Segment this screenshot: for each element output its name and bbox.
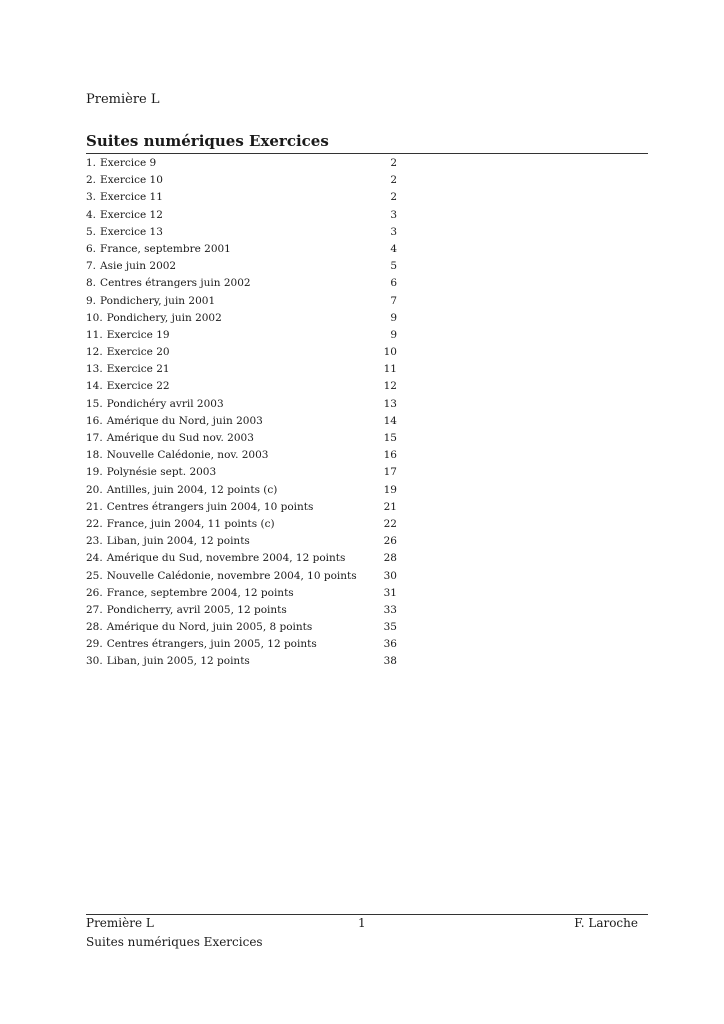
toc-entry[interactable] [86,172,398,189]
toc-entry-number: 27. [86,603,103,616]
toc-entry-number: 28. [86,621,103,634]
toc-entry[interactable] [86,653,398,670]
toc-entry[interactable] [86,602,398,619]
toc-entry-number: 20. [86,483,103,496]
toc-entry-label: France, juin 2004, 11 points (c) [106,517,275,530]
toc-entry-title [86,275,251,292]
toc-entry-number: 19. [86,466,103,479]
toc-entry[interactable] [86,361,398,378]
toc-entry-number: 4. [86,208,97,221]
toc-entry-number: 5. [86,225,97,238]
document-title: Suites numériques Exercices [86,132,329,150]
toc-entry-page: 2 [390,157,397,169]
footer-subtitle: Suites numériques Exercices [86,935,263,949]
toc-entry[interactable] [86,516,398,533]
toc-entry-page: 4 [390,242,397,255]
toc-entry-label: Liban, juin 2004, 12 points [106,535,250,548]
toc-entry[interactable] [86,568,398,585]
toc-entry[interactable] [86,344,398,361]
toc-entry[interactable] [86,430,398,447]
toc-entry-page: 9 [390,328,397,341]
toc-entry-page: 11 [383,363,397,376]
toc-entry-title [86,533,250,550]
toc-entry-number: 23. [86,535,103,548]
toc-entry-number: 11. [86,328,103,341]
toc-entry-title [86,189,163,206]
toc-entry[interactable] [86,533,398,550]
toc-entry-title [86,636,317,653]
toc-entry-label: Exercice 21 [106,363,170,376]
table-of-contents [86,155,398,671]
toc-entry-number: 17. [86,432,103,444]
toc-entry-page: 3 [390,208,397,221]
toc-entry-page: 16 [383,449,397,462]
toc-entry-title [86,396,224,413]
toc-entry[interactable] [86,241,398,258]
toc-entry-page: 12 [383,380,397,393]
toc-entry-number: 8. [86,277,97,290]
toc-entry[interactable] [86,482,398,499]
toc-entry-page: 28 [383,552,397,565]
toc-entry-number: 13. [86,363,103,376]
toc-entry-number: 14. [86,380,103,393]
toc-entry-title [86,499,313,516]
toc-entry[interactable] [86,550,398,567]
toc-entry-number: 18. [86,449,103,462]
toc-entry-number: 22. [86,517,103,530]
toc-entry-label: Antilles, juin 2004, 12 points (c) [106,483,278,496]
toc-entry-page: 36 [383,638,397,651]
toc-entry-page: 26 [383,535,397,548]
footer-class-name: Première L [86,916,154,930]
toc-entry[interactable] [86,447,398,464]
toc-entry[interactable] [86,585,398,602]
toc-entry-label: Amérique du Sud, novembre 2004, 12 points [106,552,346,565]
toc-entry-page: 5 [390,260,397,273]
toc-entry-title [86,413,263,430]
toc-entry-title [86,172,163,189]
toc-entry-title [86,155,156,172]
toc-entry-label: Centres étrangers juin 2002 [100,277,251,290]
page-header: Première L [86,92,160,107]
toc-entry-page: 17 [383,466,397,479]
toc-entry-label: Pondichéry avril 2003 [106,397,224,410]
toc-entry-number: 9. [86,294,97,307]
toc-entry-page: 15 [383,432,397,444]
toc-entry-label: Exercice 12 [100,208,163,221]
toc-entry-label: Pondicherry, avril 2005, 12 points [106,603,287,616]
toc-entry-number: 3. [86,191,97,204]
toc-entry-title [86,310,222,327]
toc-entry[interactable] [86,619,398,636]
toc-entry-label: France, septembre 2004, 12 points [106,586,294,599]
toc-entry-page: 22 [383,517,397,530]
toc-entry-page: 6 [390,277,397,290]
toc-entry-page: 33 [383,603,397,616]
toc-entry-label: Asie juin 2002 [100,260,177,273]
toc-entry-number: 15. [86,397,103,410]
toc-entry-title [86,241,231,258]
title-divider [86,153,648,154]
toc-entry-number: 2. [86,174,97,187]
toc-entry-page: 7 [390,294,397,307]
toc-entry[interactable] [86,310,398,327]
toc-entry-label: Pondichery, juin 2001 [100,294,216,307]
toc-entry-page: 2 [390,191,397,204]
toc-entry-label: Nouvelle Calédonie, nov. 2003 [106,449,269,462]
toc-entry-label: Liban, juin 2005, 12 points [106,655,250,668]
toc-entry-title [86,258,176,275]
toc-entry-label: Exercice 22 [106,380,170,393]
toc-entry-number: 25. [86,569,103,582]
toc-entry-number: 26. [86,586,103,599]
toc-entry-label: Exercice 13 [100,225,163,238]
toc-entry-title [86,516,275,533]
toc-entry-page: 31 [383,586,397,599]
footer-author: F. Laroche [574,916,638,930]
toc-entry-page: 14 [383,414,397,427]
toc-entry[interactable] [86,636,398,653]
toc-entry-title [86,653,250,670]
toc-entry-page: 9 [390,311,397,324]
toc-entry-label: Exercice 20 [106,346,170,359]
toc-entry-label: Nouvelle Calédonie, novembre 2004, 10 points [106,569,357,582]
toc-entry[interactable] [86,499,398,516]
toc-entry-title [86,378,170,395]
toc-entry-title [86,619,312,636]
toc-entry-page: 21 [383,500,397,513]
toc-entry-page: 19 [383,483,397,496]
toc-entry-title [86,207,163,224]
toc-entry-title [86,585,294,602]
toc-entry-label: Exercice 11 [100,191,163,204]
toc-entry-number: 6. [86,242,97,255]
toc-entry-label: Exercice 9 [100,157,157,169]
toc-entry-title [86,550,345,567]
toc-entry-page: 35 [383,621,397,634]
toc-entry[interactable] [86,464,398,481]
toc-entry[interactable] [86,327,398,344]
toc-entry-page: 38 [383,655,397,668]
toc-entry-label: Amérique du Nord, juin 2003 [106,414,263,427]
toc-entry-label: Amérique du Nord, juin 2005, 8 points [106,621,313,634]
toc-entry[interactable] [86,378,398,395]
toc-entry-label: Polynésie sept. 2003 [106,466,217,479]
toc-entry-page: 3 [390,225,397,238]
toc-entry-page: 13 [383,397,397,410]
toc-entry-number: 12. [86,346,103,359]
toc-entry-title [86,327,170,344]
toc-entry[interactable] [86,207,398,224]
toc-entry-page: 10 [383,346,397,359]
toc-entry-title [86,568,357,585]
toc-entry-title [86,430,254,447]
footer-divider [86,914,648,915]
toc-entry-number: 10. [86,311,103,324]
toc-entry[interactable] [86,258,398,275]
toc-entry[interactable] [86,293,398,310]
toc-entry-label: Exercice 10 [100,174,163,187]
toc-entry-label: Centres étrangers juin 2004, 10 points [106,500,314,513]
toc-entry-title [86,447,268,464]
toc-entry-title [86,464,216,481]
toc-entry-number: 16. [86,414,103,427]
toc-entry[interactable] [86,155,398,172]
toc-entry-title [86,602,287,619]
toc-entry[interactable] [86,224,398,241]
toc-entry-label: France, septembre 2001 [100,242,231,255]
toc-entry-number: 21. [86,500,103,513]
toc-entry-title [86,224,163,241]
toc-entry-number: 30. [86,655,103,668]
toc-entry-title [86,344,170,361]
toc-entry-title [86,293,215,310]
toc-entry[interactable] [86,396,398,413]
toc-entry-number: 7. [86,260,97,273]
toc-entry[interactable] [86,189,398,206]
toc-entry-label: Centres étrangers, juin 2005, 12 points [106,638,317,651]
toc-entry-label: Amérique du Sud nov. 2003 [106,432,254,444]
toc-entry-page: 2 [390,174,397,187]
toc-entry[interactable] [86,413,398,430]
footer-page-number: 1 [358,916,366,930]
toc-entry-title [86,361,170,378]
toc-entry-number: 24. [86,552,103,565]
toc-entry-number: 1. [86,157,97,169]
toc-entry-label: Exercice 19 [106,328,170,341]
toc-entry-title [86,482,277,499]
toc-entry-page: 30 [383,569,397,582]
toc-entry-label: Pondichery, juin 2002 [106,311,222,324]
toc-entry-number: 29. [86,638,103,651]
toc-entry[interactable] [86,275,398,292]
